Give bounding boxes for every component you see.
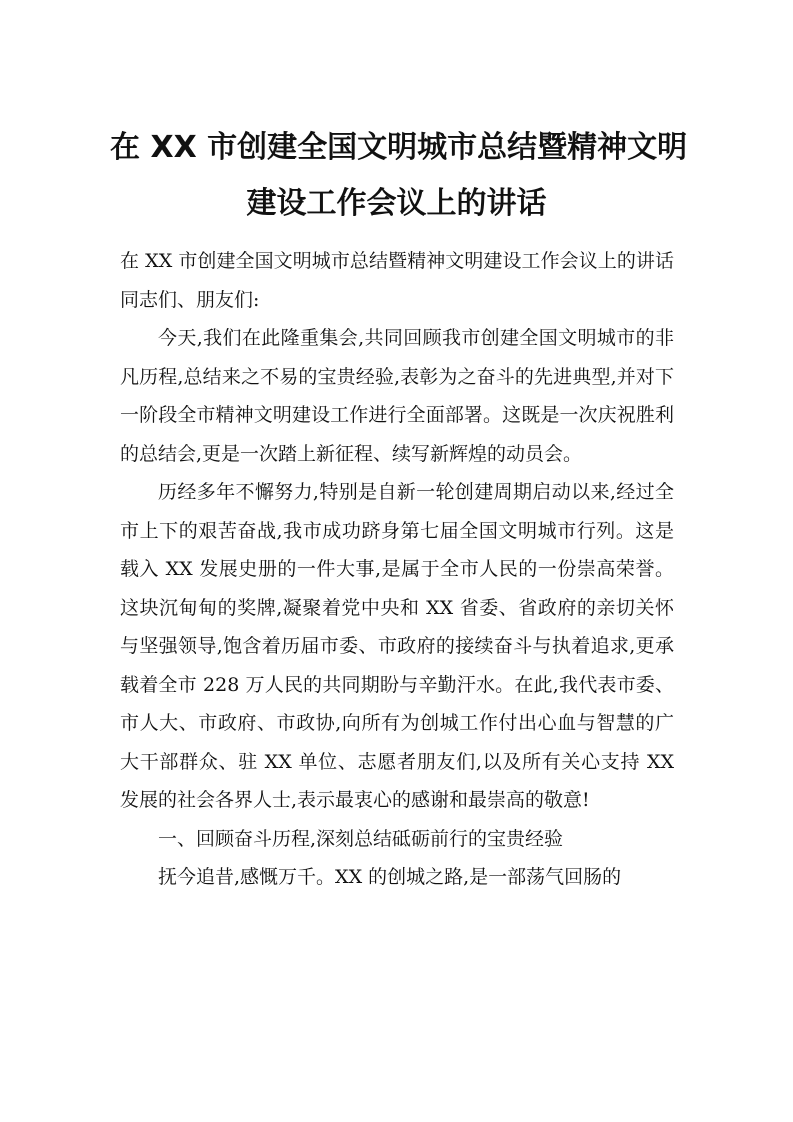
document-title <box>110 120 688 232</box>
body-paragraph: 今天,我们在此隆重集会,共同回顾我市创建全国文明城市的非凡历程,总结来之不易的宝贵经验,表彰为之奋斗的先进典型,并对下一阶段全市精神文明建设工作进行全面部署。这既是一次庆祝胜利的总结会,更是一次踏上新征程、续写新辉煌的动员会。 <box>120 327 674 465</box>
document-body <box>120 242 674 897</box>
title-line-2: 建设工作会议上的讲话 <box>246 186 547 221</box>
body-paragraph: 历经多年不懈努力,特别是自新一轮创建周期启动以来,经过全市上下的艰苦奋战,我市成功跻身第七届全国文明城市行列。这是载入 XX 发展史册的一件大事,是属于全市人民的一份崇高荣誉。这块沉甸甸的奖牌,凝聚着党中央和 XX 省委、省政府的亲切关怀与坚强领导,饱含着历届市委、市政府的接续奋斗与执着追求,更承载着全市 228 万人民的共同期盼与辛勤汗水。在此,我代表市委、市人大、市政府、市政协,向所有为创城工作付出心血与智慧的广大干部群众、驻 XX 单位、志愿者朋友们,以及所有关心支持 XX 发展的社会各界人士,表示最衷心的感谢和最崇高的敬意! <box>120 481 674 811</box>
body-paragraph: 抚今追昔,感慨万千。XX 的创城之路,是一部荡气回肠的 <box>158 866 622 888</box>
section-heading: 一、回顾奋斗历程,深刻总结砥砺前行的宝贵经验 <box>158 827 564 850</box>
opening-paragraph: 在 XX 市创建全国文明城市总结暨精神文明建设工作会议上的讲话同志们、朋友们: <box>120 250 674 311</box>
title-line-1: 在 XX 市创建全国文明城市总结暨精神文明 <box>110 130 688 165</box>
